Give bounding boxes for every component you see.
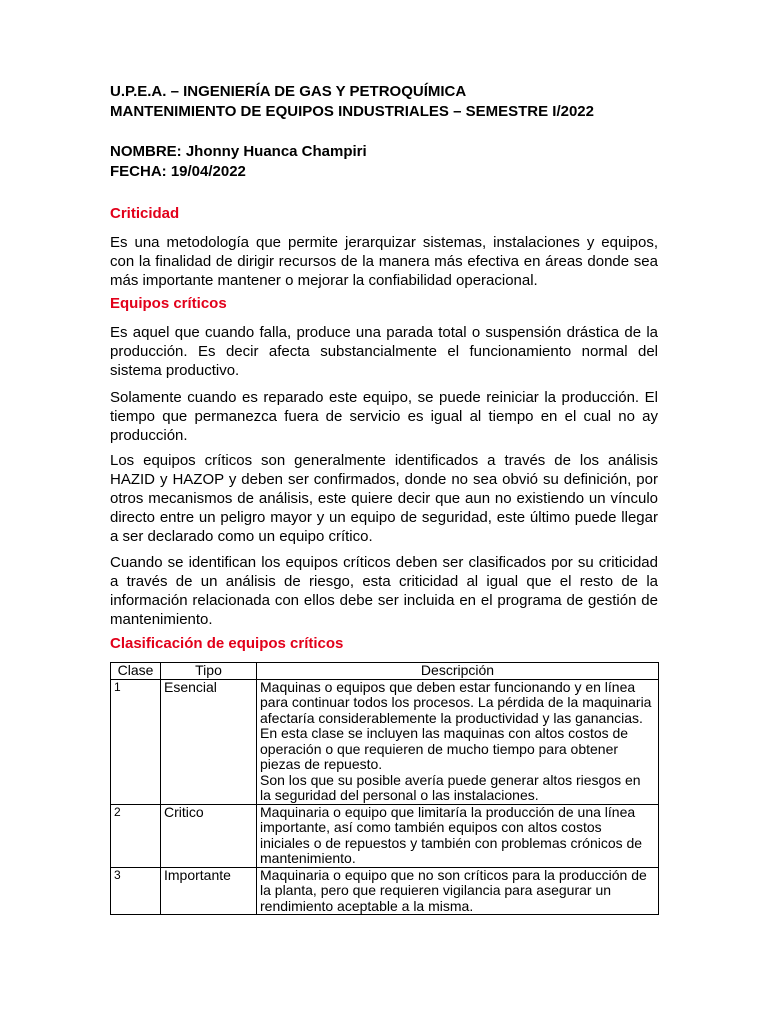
section-title-clasificacion: Clasificación de equipos críticos bbox=[110, 635, 344, 652]
cell-clase: 2 bbox=[111, 804, 161, 867]
cell-descripcion: Maquinaria o equipo que no son críticos para la producción de la planta, pero que requieren vigilancia para asegurar un rendimiento aceptable a la misma. bbox=[257, 867, 659, 915]
header-clase: Clase bbox=[111, 663, 161, 680]
cell-tipo: Critico bbox=[161, 804, 257, 867]
paragraph-equipos-2: Solamente cuando es reparado este equipo, se puede reiniciar la producción. El tiempo que permanezca fuera de servicio es igual al tiempo en el cual no ay producción. bbox=[110, 389, 658, 444]
cell-descripcion bbox=[257, 679, 659, 804]
desc-line: Maquinas o equipos que deben estar funcionando y en línea para continuar todos los procesos. La pérdida de la maquinaria afectaría considerablemente la productividad y las ganancias. bbox=[260, 678, 652, 726]
table-header-row bbox=[111, 663, 659, 680]
paragraph-equipos-4: Cuando se identifican los equipos críticos deben ser clasificados por su criticidad a través de un análisis de riesgo, esta criticidad al igual que el resto de la información relacionada con ellos debe ser incluida en el programa de gestión de mantenimiento. bbox=[110, 554, 658, 628]
table-row bbox=[111, 804, 659, 867]
cell-tipo: Esencial bbox=[161, 679, 257, 804]
section-title-criticidad: Criticidad bbox=[110, 205, 180, 222]
header-name: NOMBRE: Jhonny Huanca Champiri bbox=[110, 143, 367, 160]
desc-line: En esta clase se incluyen las maquinas con altos costos de operación o que requieren de mucho tiempo para obtener piezas de repuesto. bbox=[260, 725, 629, 772]
table-row bbox=[111, 867, 659, 915]
document-header bbox=[110, 82, 658, 182]
header-institution: U.P.E.A. – INGENIERÍA DE GAS Y PETROQUÍMICA bbox=[110, 83, 467, 100]
classification-table bbox=[110, 662, 659, 915]
header-tipo: Tipo bbox=[161, 663, 257, 680]
header-date: FECHA: 19/04/2022 bbox=[110, 163, 246, 180]
paragraph-equipos-3: Los equipos críticos son generalmente identificados a través de los análisis HAZID y HAZOP y deben ser confirmados, donde no sea obvió su definición, por otros mecanismos de análisis, este quiere decir que aun no existiendo un vínculo directo entre un peligro mayor y un equipo de seguridad, este último puede llegar a ser declarado como un equipo crítico. bbox=[110, 452, 658, 545]
header-course: MANTENIMIENTO DE EQUIPOS INDUSTRIALES – SEMESTRE I/2022 bbox=[110, 103, 594, 120]
table-row bbox=[111, 679, 659, 804]
header-descripcion: Descripción bbox=[257, 663, 659, 680]
cell-clase: 1 bbox=[111, 679, 161, 804]
cell-tipo: Importante bbox=[161, 867, 257, 915]
cell-descripcion: Maquinaria o equipo que limitaría la producción de una línea importante, así como también equipos con altos costos iniciales o de repuestos y también con problemas crónicos de mantenimiento. bbox=[257, 804, 659, 867]
paragraph-criticidad: Es una metodología que permite jerarquizar sistemas, instalaciones y equipos, con la finalidad de dirigir recursos de la manera más efectiva en áreas donde sea más importante mantener o mejorar la confiabilidad operacional. bbox=[110, 234, 658, 289]
desc-line: Son los que su posible avería puede generar altos riesgos en la seguridad del personal o las instalaciones. bbox=[260, 771, 641, 803]
section-title-equipos-criticos: Equipos críticos bbox=[110, 295, 227, 312]
paragraph-equipos-1: Es aquel que cuando falla, produce una parada total o suspensión drástica de la producción. Es decir afecta substancialmente el funcionamiento normal del sistema productivo. bbox=[110, 324, 658, 379]
cell-clase: 3 bbox=[111, 867, 161, 915]
